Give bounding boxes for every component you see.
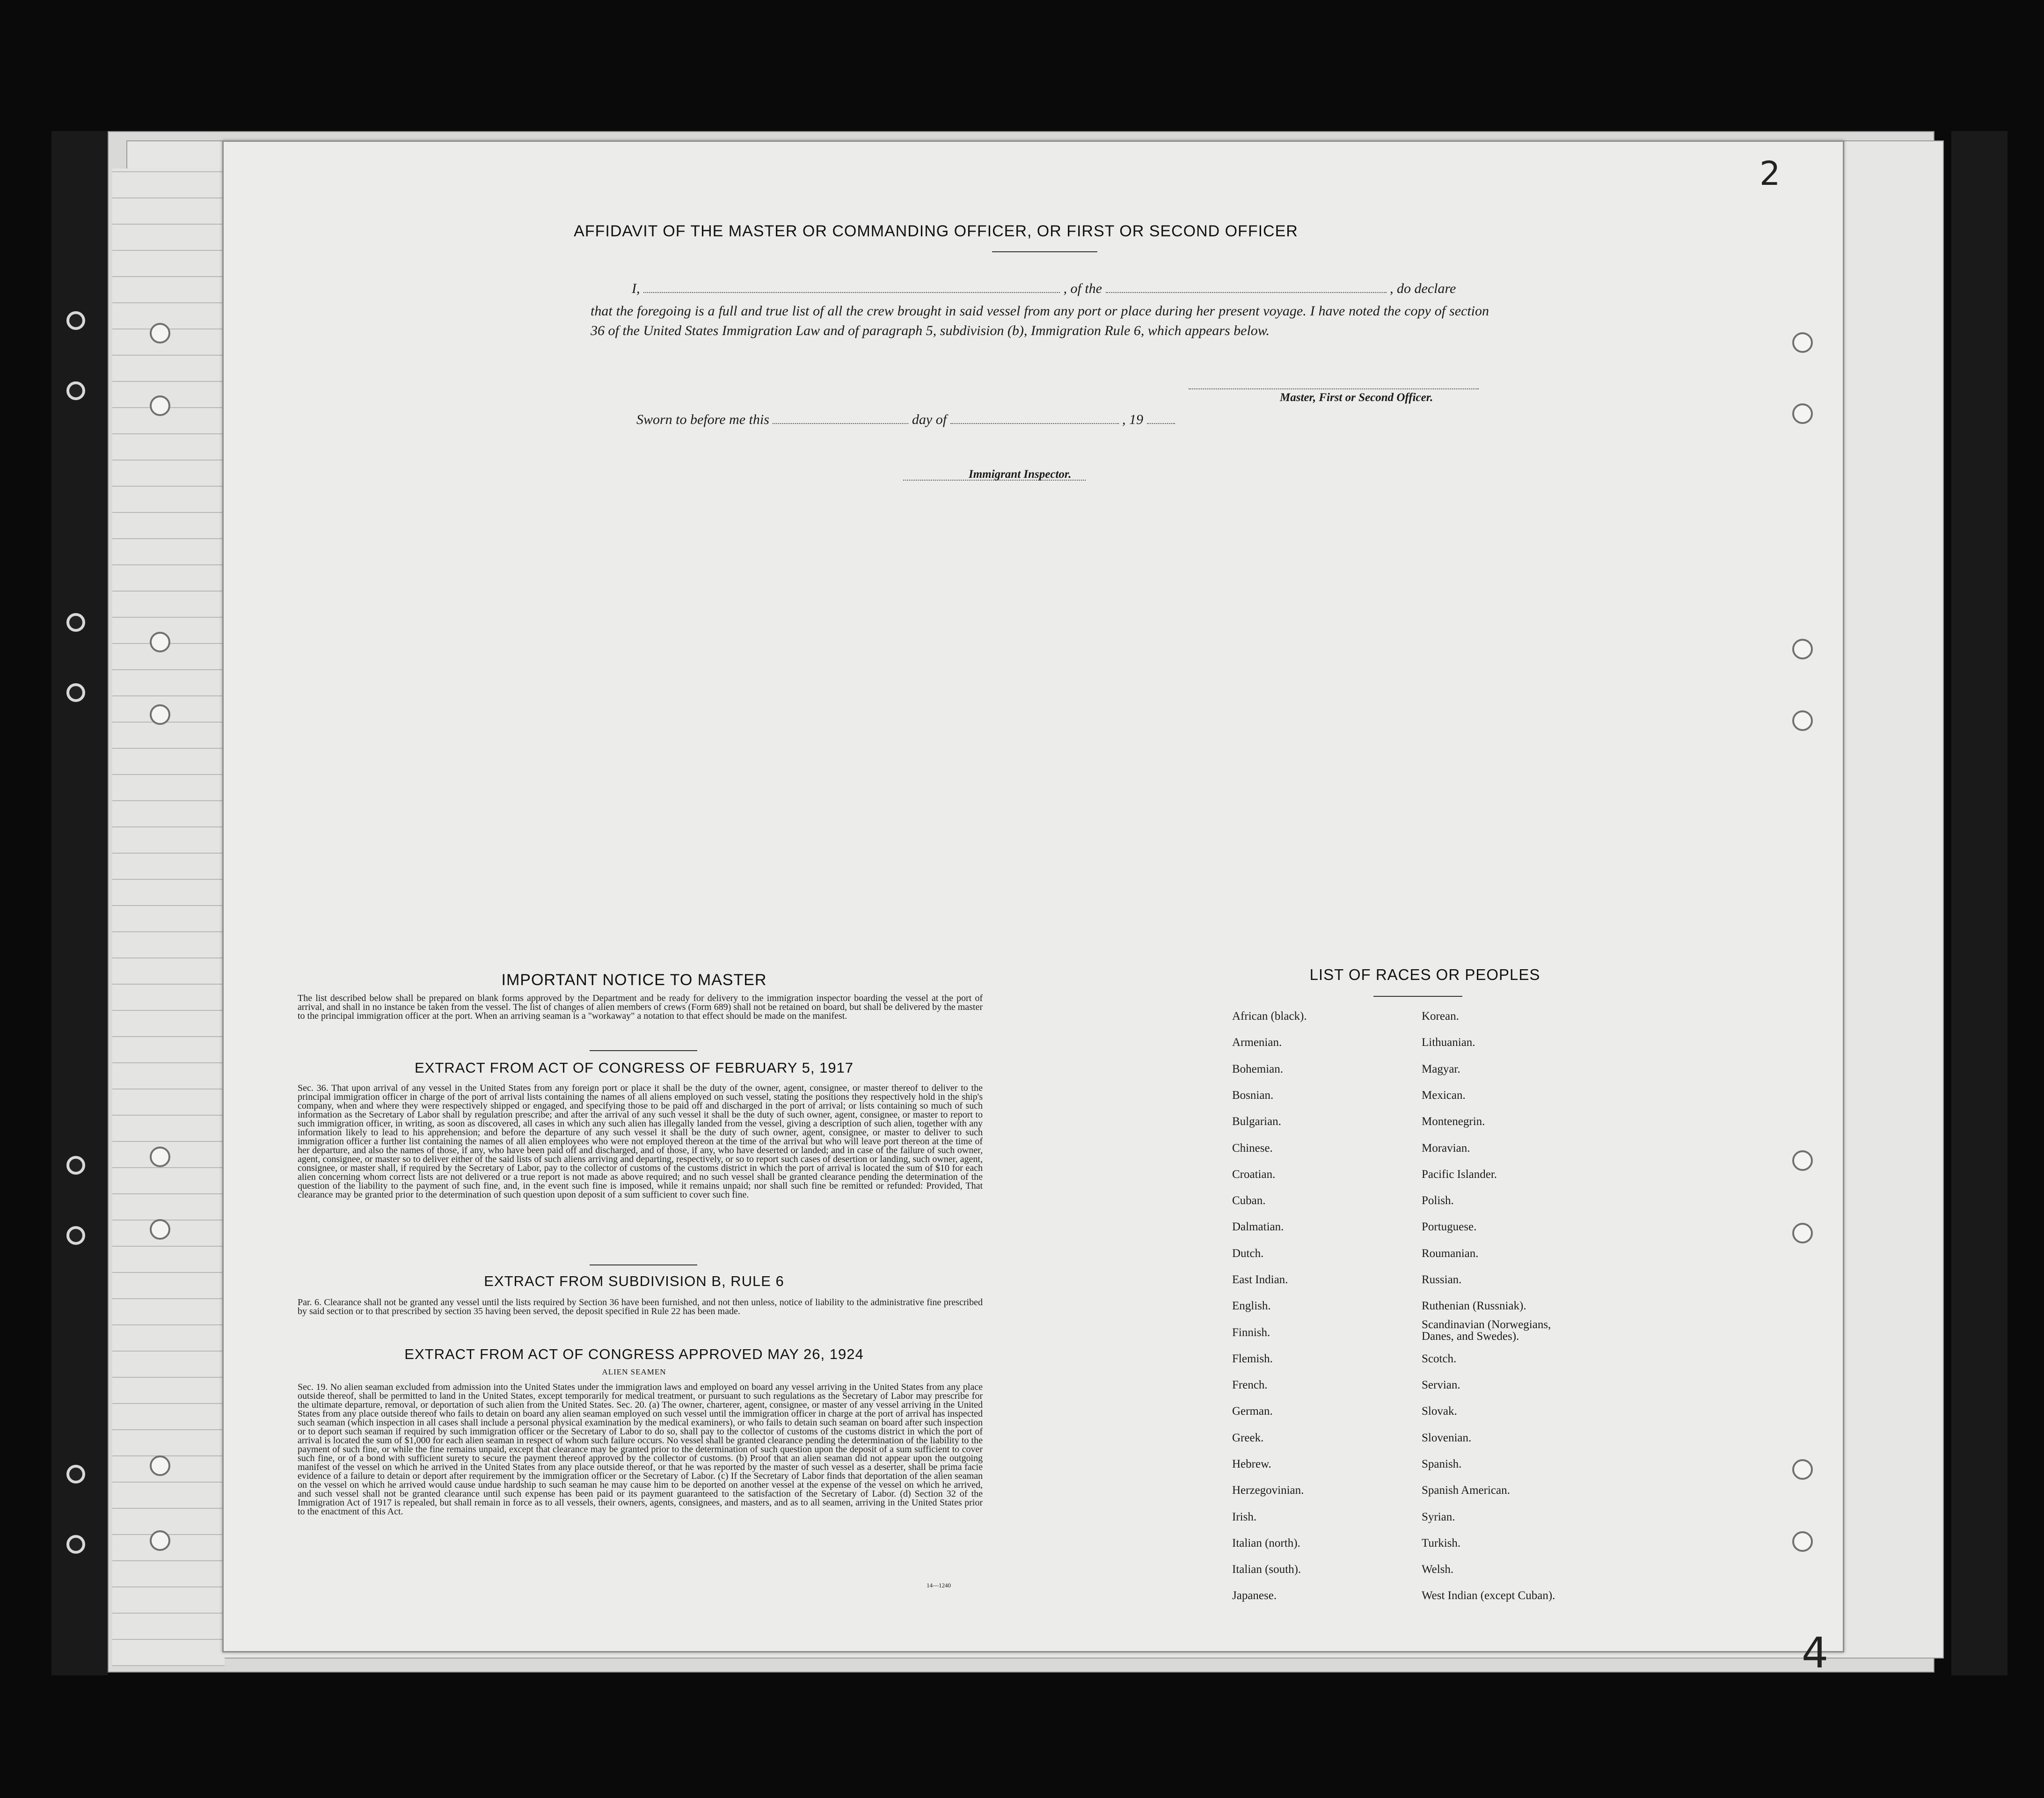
extract-1917-text: Sec. 36. That upon arrival of any vessel in the United States from any foreign port or place it shall be the duty of the owner, agent, consignee, or master thereof to deliver to the principal immigration officer in charge of the port of arrival lists containing the names of all aliens employed on such vessel, stating the positions they respectively hold in the ship's company, when and where they were respectively shipped or engaged, and specifying those to be paid off and discharged in the port of arrival; or lists containing so much of such information as the Secretary of Labor shall by regulation prescribe; and after the arrival of any such vessel it shall be the duty of such owner, agent, consignee, or master to report to such immigration officer, in writing, as soon as discovered, all cases in which any such alien has illegally landed from the vessel, giving a description of such alien, together with any information likely to lead to his apprehension; and before the departure of any such vessel it shall be the duty of such owner, agent, consignee, or master to deliver to such immigration officer a further list containing the names of all alien employees who were not employed thereon at the time of the arrival but who will leave port thereon at the time of her departure, and also the names of those, if any, who have been paid off and discharged, and of those, if any, who have deserted or landed; and in case of the failure of such owner, agent, consignee, or master so to deliver either of the said lists of such aliens arriving and departing, respectively, or so to report such cases of desertion or landing, such owner, agent, consignee, or master shall, if required by the Secretary of Labor, pay to the collector of customs of the customs district in which the port of arrival is located the sum of $10 for each alien concerning whom correct lists are not delivered or a true report is not made as above required; and no such vessel shall be granted clearance pending the determination of the question of the liability to the payment of such fine, and, in the event such fine is imposed, while it remains unpaid; nor shall such fine be remitted or refunded: Provided, That clearance may be granted prior to the determination of such question upon deposit of a sum sufficient to cover such fine. — [298, 1083, 983, 1200]
race-right: Slovenian. — [1422, 1432, 1472, 1444]
race-left: East Indian. — [1232, 1273, 1288, 1286]
race-left: Croatian. — [1232, 1168, 1276, 1181]
punch-hole — [150, 323, 170, 344]
extract-1924-title: EXTRACT FROM ACT OF CONGRESS APPROVED MAY 26, 1924 — [404, 1346, 864, 1362]
extract-1924-text: Sec. 19. No alien seaman excluded from admission into the United States under the immigration laws and employed on board any vessel arriving in the United States from any place outside thereof, shall be permitted to land in the United States, except temporarily for medical treatment, or pursuant to such regulations as the Secretary of Labor may prescribe for the ultimate departure, removal, or deportation of such alien from the United States. Sec. 20. (a) The owner, charterer, agent, consignee, or master of any vessel arriving in the United States from any place outside thereof who fails to detain on board any alien seaman employed on such vessel until the immigration officer in charge at the port of arrival has inspected such seaman (which inspection in all cases shall include a personal physical examination by the medical examiners), or who fails to detain such seaman on board after such inspection or to deport such seaman if required by such immigration officer or the Secretary of Labor to do so, shall pay to the collector of customs of the customs district in which the port of arrival is located the sum of $1,000 for each alien seaman in respect of whom such failure occurs. No vessel shall be granted clearance pending the determination of the liability to the payment of such fine, or while the fine remains unpaid, except that clearance may be granted prior to the determination of such question upon the deposit of a sum sufficient to cover such fine, or of a bond with sufficient surety to secure the payment thereof approved by the collector of customs. (b) Proof that an alien seaman did not appear upon the outgoing manifest of the vessel on which he arrived in the United States from any place outside thereof, or that he was reported by the master of such vessel as a deserter, shall be prima facie evidence of a failure to detain or deport after requirement by the immigration officer or the Secretary of Labor. (c) If the Secretary of Labor finds that deportation of the alien seaman on the vessel on which he arrived would cause undue hardship to such seaman he may cause him to be deported on another vessel at the expense of the vessel on which he arrived, and such vessel shall not be granted clearance until such expense has been paid or its payment guaranteed to the satisfaction of the Secretary of Labor. (d) Section 32 of the Immigration Act of 1917 is repealed, but shall remain in force as to all vessels, their owners, agents, consignees, and masters, and as to all seamen, arriving in the United States prior to the enactment of this Act. — [298, 1382, 983, 1517]
binder-strip-right — [1951, 131, 2008, 1675]
vessel-name-field[interactable] — [1106, 292, 1387, 293]
race-left: English. — [1232, 1300, 1271, 1312]
races-title-rule — [1373, 996, 1462, 997]
punch-hole — [1792, 710, 1813, 731]
sworn-year-field[interactable] — [1147, 423, 1175, 424]
declarant-prefix: I, — [632, 281, 640, 296]
race-left: Japanese. — [1232, 1589, 1277, 1602]
punch-hole — [1792, 639, 1813, 659]
race-left: Cuban. — [1232, 1194, 1266, 1207]
binder-strip-left — [51, 131, 108, 1675]
races-title: LIST OF RACES OR PEOPLES — [1309, 966, 1540, 983]
race-left: Italian (north). — [1232, 1537, 1300, 1549]
affidavit-body: that the foregoing is a full and true list of all the crew brought in said vessel from any port or place during her present voyage. I have noted the copy of section 36 of the United States Immigration Law and of paragraph 5, subdivision (b), Immigration Rule 6, which appears below. — [591, 303, 1489, 338]
binder-hole — [66, 311, 85, 330]
punch-hole — [1792, 403, 1813, 424]
race-left: French. — [1232, 1379, 1268, 1391]
race-right: Montenegrin. — [1422, 1115, 1485, 1128]
binder-hole — [66, 381, 85, 400]
declarant-name-field[interactable] — [643, 292, 1060, 293]
race-left: Armenian. — [1232, 1036, 1282, 1049]
race-left: African (black). — [1232, 1010, 1307, 1023]
punch-hole — [1792, 1459, 1813, 1480]
race-right: Polish. — [1422, 1194, 1454, 1207]
section-rule — [590, 1264, 697, 1265]
punch-hole — [1792, 1531, 1813, 1552]
race-left: Irish. — [1232, 1511, 1257, 1523]
race-left: Italian (south). — [1232, 1563, 1301, 1576]
race-left: Finnish. — [1232, 1326, 1270, 1339]
race-right: Lithuanian. — [1422, 1036, 1475, 1049]
subdivision-title: EXTRACT FROM SUBDIVISION B, RULE 6 — [484, 1273, 784, 1289]
sworn-prefix: Sworn to before me this — [636, 412, 769, 427]
subdivision-text: Par. 6. Clearance shall not be granted any vessel until the lists required by Section 36 have been furnished, and not then unless, notice of liability to the administrative fine prescribed by said section or to that prescribed by section 35 having been served, the deposit specified in Rule 22 has been made. — [298, 1297, 983, 1316]
race-left: German. — [1232, 1405, 1273, 1418]
master-signature-caption: Master, First or Second Officer. — [1280, 391, 1433, 404]
affidavit-title: AFFIDAVIT OF THE MASTER OR COMMANDING OFFICER, OR FIRST OR SECOND OFFICER — [574, 222, 1298, 240]
day-of-text: day of — [912, 412, 947, 427]
race-left: Chinese. — [1232, 1142, 1273, 1155]
race-left: Bohemian. — [1232, 1063, 1284, 1075]
binder-hole — [66, 1535, 85, 1554]
race-right: Slovak. — [1422, 1405, 1457, 1418]
punch-hole — [1792, 1150, 1813, 1171]
sworn-day-field[interactable] — [773, 423, 908, 424]
binder-hole — [66, 613, 85, 632]
race-left: Flemish. — [1232, 1352, 1273, 1365]
race-right: Magyar. — [1422, 1063, 1460, 1075]
race-left: Bulgarian. — [1232, 1115, 1281, 1128]
race-right: West Indian (except Cuban). — [1422, 1589, 1555, 1602]
form-number: 14—1240 — [927, 1582, 951, 1589]
race-right: Turkish. — [1422, 1537, 1461, 1549]
punch-hole — [150, 632, 170, 652]
race-right: Ruthenian (Russniak). — [1422, 1300, 1526, 1312]
sworn-month-field[interactable] — [950, 423, 1119, 424]
race-left: Greek. — [1232, 1432, 1264, 1444]
punch-hole — [150, 704, 170, 725]
race-right: Syrian. — [1422, 1511, 1455, 1523]
alien-seamen-subtitle: ALIEN SEAMEN — [602, 1367, 666, 1376]
year-text: , 19 — [1122, 412, 1144, 427]
handwritten-corner-mark: 2 — [1759, 154, 1781, 193]
punch-hole — [1792, 332, 1813, 353]
notice-text: The list described below shall be prepared on blank forms approved by the Department and be ready for delivery to the immigration inspector boarding the vessel at the port of arrival, and shall in no instance be taken from the vessel. The list of changes of alien members of crews (Form 689) shall not be retained on board, but shall be delivered by the master to the principal immigration officer at the port. When an arriving seaman is a "workaway" a notation to that effect should be made on the manifest. — [298, 993, 983, 1021]
punch-hole — [1792, 1223, 1813, 1243]
punch-hole — [150, 1530, 170, 1551]
race-left: Herzegovinian. — [1232, 1484, 1304, 1497]
handwritten-page-mark: 4 — [1802, 1629, 1829, 1678]
race-right: Scandinavian (Norwegians, Danes, and Swedes). — [1422, 1318, 1551, 1343]
race-right: Spanish. — [1422, 1458, 1462, 1470]
punch-hole — [150, 1455, 170, 1476]
race-right: Moravian. — [1422, 1142, 1470, 1155]
binder-hole — [66, 1156, 85, 1175]
do-declare-text: , do declare — [1390, 281, 1456, 296]
declaration-line — [632, 281, 1456, 297]
binder-hole — [66, 1226, 85, 1245]
binder-hole — [66, 683, 85, 702]
race-right: Korean. — [1422, 1010, 1459, 1023]
race-right: Servian. — [1422, 1379, 1460, 1391]
notice-title: IMPORTANT NOTICE TO MASTER — [501, 971, 767, 989]
extract-1917-title: EXTRACT FROM ACT OF CONGRESS OF FEBRUARY 5, 1917 — [414, 1060, 854, 1076]
race-right: Portuguese. — [1422, 1221, 1477, 1233]
race-left: Bosnian. — [1232, 1089, 1274, 1102]
race-right: Russian. — [1422, 1273, 1462, 1286]
race-left: Hebrew. — [1232, 1458, 1271, 1470]
section-rule — [590, 1050, 697, 1051]
race-right: Scotch. — [1422, 1352, 1457, 1365]
race-right: Welsh. — [1422, 1563, 1454, 1576]
race-right: Roumanian. — [1422, 1247, 1479, 1260]
race-right: Mexican. — [1422, 1089, 1466, 1102]
ledger-sheet-edge — [112, 168, 225, 1666]
inspector-signature-caption: Immigrant Inspector. — [969, 468, 1072, 481]
binder-hole — [66, 1465, 85, 1484]
punch-hole — [150, 395, 170, 416]
punch-hole — [150, 1219, 170, 1240]
race-left: Dutch. — [1232, 1247, 1264, 1260]
of-the-text: , of the — [1063, 281, 1102, 296]
race-right: Spanish American. — [1422, 1484, 1510, 1497]
race-left: Dalmatian. — [1232, 1221, 1284, 1233]
master-signature-field[interactable] — [1189, 388, 1479, 389]
race-right: Pacific Islander. — [1422, 1168, 1497, 1181]
sworn-line — [636, 412, 1175, 428]
title-rule — [992, 251, 1097, 252]
punch-hole — [150, 1147, 170, 1167]
